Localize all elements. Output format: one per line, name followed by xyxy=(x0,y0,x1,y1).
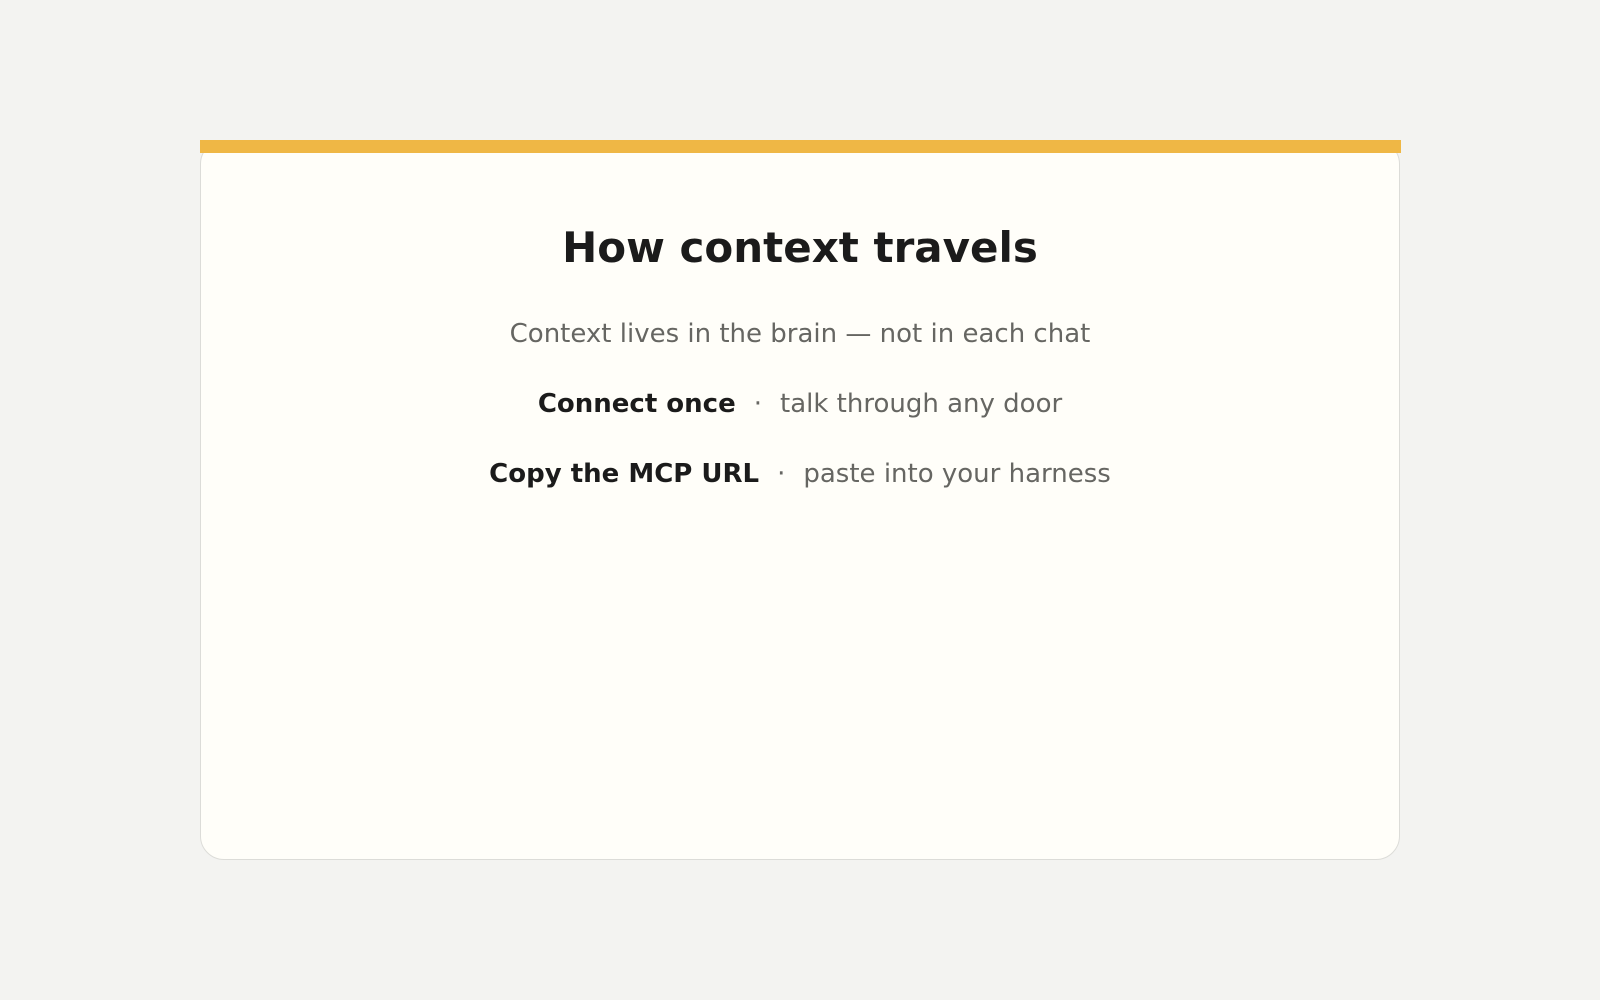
step-row-connect xyxy=(201,388,1399,420)
step-description: talk through any door xyxy=(780,389,1063,419)
accent-bar xyxy=(200,140,1401,153)
card-subtitle: Context lives in the brain — not in each chat xyxy=(509,319,1091,349)
step-title: Copy the MCP URL xyxy=(489,459,760,489)
step-separator: · xyxy=(753,389,762,419)
content-card xyxy=(200,140,1400,860)
step-description: paste into your harness xyxy=(803,459,1111,489)
step-separator: · xyxy=(777,459,786,489)
step-row-copy-url xyxy=(201,458,1399,490)
step-title: Connect once xyxy=(537,389,736,419)
card-title: How context travels xyxy=(562,223,1038,272)
